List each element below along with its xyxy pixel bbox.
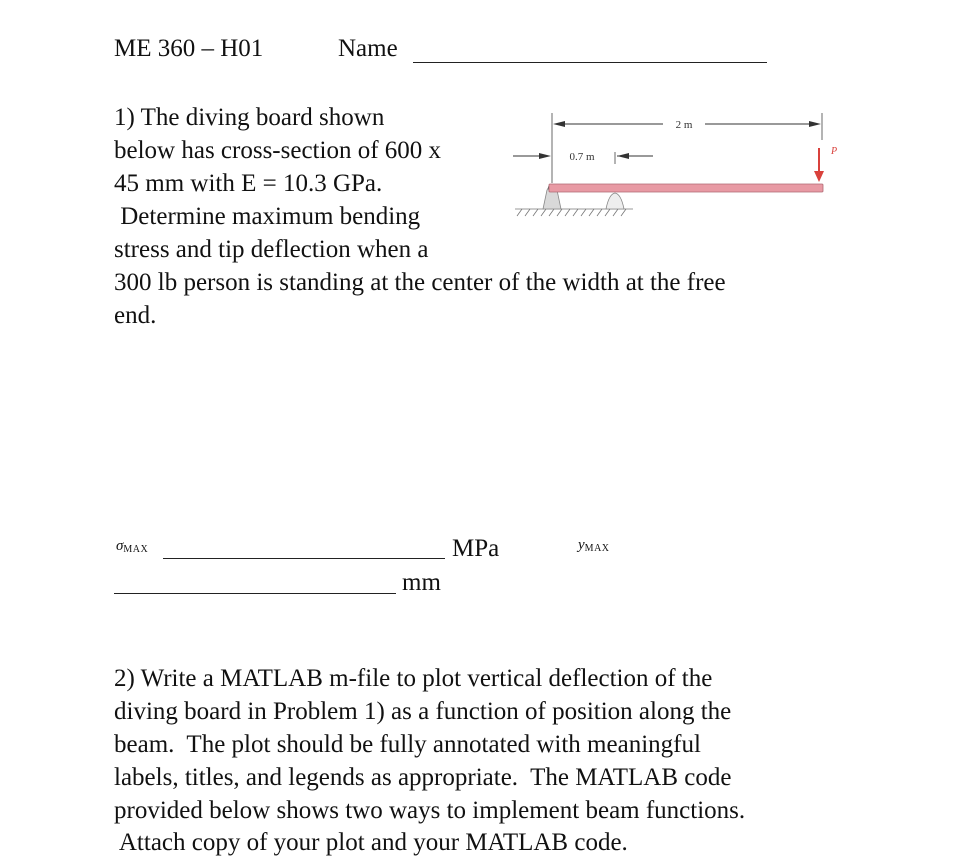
dimension-0-7m bbox=[513, 148, 653, 164]
beam bbox=[549, 184, 823, 192]
sigma-unit: MPa bbox=[452, 535, 500, 562]
problem-1-line: 300 lb person is standing at the center of the width at the free bbox=[114, 269, 726, 296]
name-blank[interactable] bbox=[413, 62, 767, 63]
y-max-blank[interactable] bbox=[114, 593, 396, 594]
load-arrow-icon bbox=[814, 146, 837, 182]
problem-1-line: 1) The diving board shown bbox=[114, 104, 385, 131]
problem-1-line: below has cross-section of 600 x bbox=[114, 137, 442, 164]
dimension-label-2m: 2 m bbox=[675, 119, 693, 131]
arrowhead-icon bbox=[553, 121, 565, 127]
sigma-subscript: MAX bbox=[123, 544, 149, 555]
sigma-symbol: σ bbox=[116, 538, 124, 554]
arrowhead-icon bbox=[539, 153, 551, 159]
ground-hatch bbox=[515, 209, 633, 216]
arrowhead-icon bbox=[809, 121, 821, 127]
name-label: Name bbox=[338, 35, 398, 62]
problem-1-line: 45 mm with E = 10.3 GPa. bbox=[114, 170, 383, 197]
problem-1-line: end. bbox=[114, 302, 157, 329]
problem-2-line: 2) Write a MATLAB m-file to plot vertical deflection of the bbox=[114, 665, 713, 692]
y-max-label bbox=[578, 537, 610, 554]
roller-support-icon bbox=[606, 193, 624, 209]
problem-2-line: provided below shows two ways to implement beam functions. bbox=[114, 797, 746, 824]
y-symbol: y bbox=[578, 537, 585, 553]
sigma-max-blank[interactable] bbox=[163, 558, 445, 559]
problem-2-line: diving board in Problem 1) as a function of position along the bbox=[114, 698, 732, 725]
load-arrowhead bbox=[814, 171, 824, 182]
y-unit: mm bbox=[402, 569, 441, 596]
course-title: ME 360 – H01 bbox=[114, 35, 264, 62]
dimension-label-0-7m: 0.7 m bbox=[569, 151, 595, 163]
y-subscript: MAX bbox=[584, 543, 610, 554]
arrowhead-icon bbox=[617, 153, 629, 159]
sigma-max-label bbox=[116, 538, 148, 555]
problem-2-line: beam. The plot should be fully annotated with meaningful bbox=[114, 731, 701, 758]
problem-2-line: Attach copy of your plot and your MATLAB code. bbox=[114, 829, 628, 856]
problem-1-line: Determine maximum bending bbox=[114, 203, 421, 230]
load-label: P bbox=[831, 146, 838, 157]
problem-1-line: stress and tip deflection when a bbox=[114, 236, 429, 263]
diving-board-figure bbox=[505, 108, 845, 220]
problem-2-line: labels, titles, and legends as appropriate. The MATLAB code bbox=[114, 764, 732, 791]
